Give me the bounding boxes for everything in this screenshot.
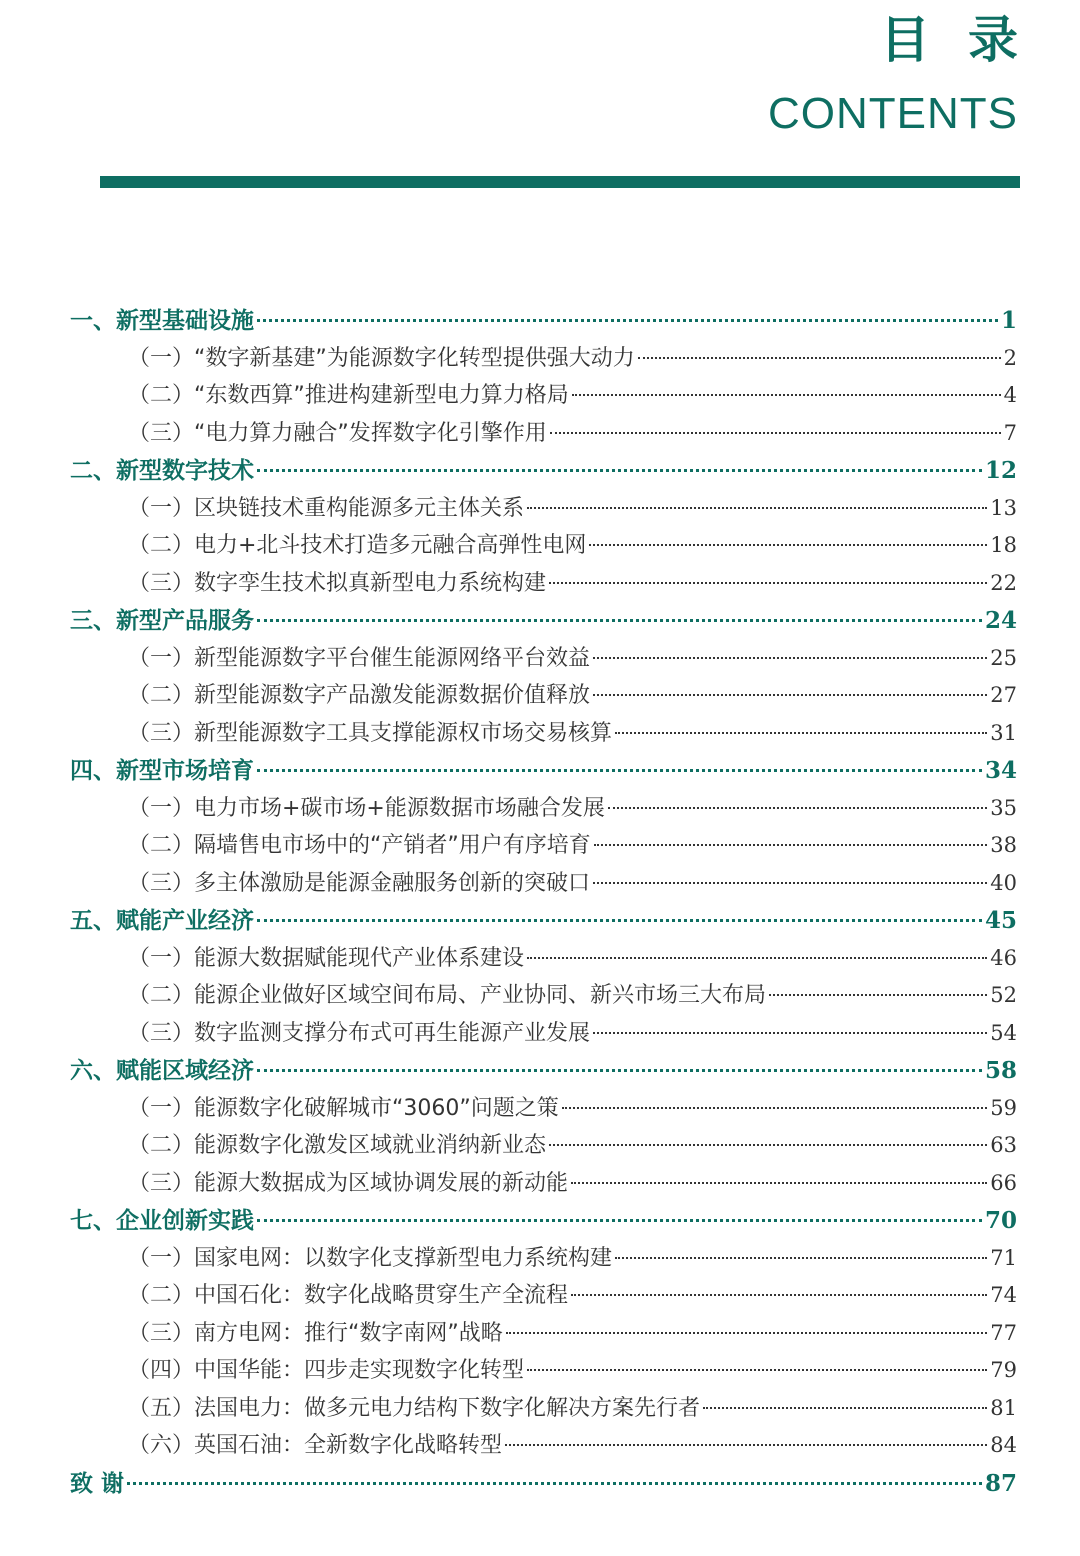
dot-leader bbox=[589, 544, 987, 546]
toc-section-row[interactable] bbox=[70, 1465, 1017, 1503]
toc-page-number: 74 bbox=[990, 1283, 1017, 1307]
dot-leader bbox=[638, 357, 1001, 359]
toc-page-number: 38 bbox=[990, 833, 1017, 857]
toc-entry-label: （一）电力市场+碳市场+能源数据市场融合发展 bbox=[128, 795, 605, 821]
dot-leader bbox=[257, 1069, 982, 1072]
toc-item-row[interactable] bbox=[70, 1127, 1017, 1165]
toc-page-number: 40 bbox=[990, 870, 1017, 895]
toc-page-number: 46 bbox=[990, 945, 1017, 970]
dot-leader bbox=[562, 1107, 987, 1109]
toc-item-row[interactable] bbox=[70, 565, 1017, 603]
toc-item-row[interactable] bbox=[70, 340, 1017, 378]
toc-page-number: 54 bbox=[990, 1020, 1017, 1045]
dot-leader bbox=[594, 844, 987, 846]
toc-page-number: 34 bbox=[984, 757, 1017, 784]
toc-item-row[interactable] bbox=[70, 377, 1017, 415]
toc-page-number: 70 bbox=[984, 1207, 1017, 1234]
dot-leader bbox=[257, 319, 998, 322]
dot-leader bbox=[608, 807, 987, 809]
toc-section-row[interactable] bbox=[70, 302, 1017, 340]
toc-item-row[interactable] bbox=[70, 640, 1017, 678]
toc-page-number: 52 bbox=[990, 983, 1017, 1007]
toc-page-number: 2 bbox=[1003, 345, 1017, 370]
toc-item-row[interactable] bbox=[70, 865, 1017, 903]
toc-entry-label: （一）区块链技术重构能源多元主体关系 bbox=[128, 495, 525, 521]
dot-leader bbox=[257, 1219, 982, 1222]
toc-item-row[interactable] bbox=[70, 490, 1017, 528]
toc-entry-label: 三、新型产品服务 bbox=[70, 608, 254, 634]
dot-leader bbox=[571, 1182, 987, 1184]
toc-page-number: 24 bbox=[984, 607, 1017, 634]
toc-page-number: 81 bbox=[990, 1395, 1017, 1420]
toc-page-number: 25 bbox=[990, 645, 1017, 670]
toc-entry-label: 致 谢 bbox=[70, 1470, 125, 1497]
toc-page-number: 18 bbox=[990, 533, 1017, 557]
page-title-en: CONTENTS bbox=[768, 89, 1018, 138]
toc-entry-label: （三）数字孪生技术拟真新型电力系统构建 bbox=[128, 570, 547, 596]
dot-leader bbox=[257, 919, 982, 922]
toc-entry-label: （一）“数字新基建”为能源数字化转型提供强大动力 bbox=[128, 345, 635, 371]
dot-leader bbox=[593, 882, 987, 884]
toc-item-row[interactable] bbox=[70, 940, 1017, 978]
toc-entry-label: （三）南方电网：推行“数字南网”战略 bbox=[128, 1320, 503, 1346]
header-divider bbox=[100, 176, 1020, 188]
toc-entry-label: 二、新型数字技术 bbox=[70, 458, 254, 484]
toc-page-number: 71 bbox=[990, 1245, 1017, 1270]
dot-leader bbox=[127, 1482, 982, 1485]
toc-entry-label: （二）中国石化：数字化战略贯穿生产全流程 bbox=[128, 1283, 569, 1308]
toc-page-number: 58 bbox=[984, 1057, 1017, 1084]
toc-page-number: 13 bbox=[990, 495, 1017, 520]
dot-leader bbox=[593, 657, 987, 659]
toc-entry-label: （二）能源数字化激发区域就业消纳新业态 bbox=[128, 1133, 547, 1158]
toc-page-number: 12 bbox=[984, 457, 1017, 484]
toc-page-number: 1 bbox=[1000, 307, 1017, 334]
toc-entry-label: （三）能源大数据成为区域协调发展的新动能 bbox=[128, 1170, 569, 1196]
dot-leader bbox=[549, 582, 987, 584]
dot-leader bbox=[615, 1257, 987, 1259]
toc-page-number: 35 bbox=[990, 795, 1017, 820]
dot-leader bbox=[506, 1332, 987, 1334]
toc-item-row[interactable] bbox=[70, 977, 1017, 1015]
toc-section-row[interactable] bbox=[70, 902, 1017, 940]
toc-page-number: 63 bbox=[990, 1133, 1017, 1157]
toc-entry-label: （二）新型能源数字产品激发能源数据价值释放 bbox=[128, 683, 591, 708]
toc-entry-label: （三）“电力算力融合”发挥数字化引擎作用 bbox=[128, 420, 547, 446]
dot-leader bbox=[769, 994, 987, 996]
toc-entry-label: （二）能源企业做好区域空间布局、产业协同、新兴市场三大布局 bbox=[128, 983, 767, 1008]
toc-item-row[interactable] bbox=[70, 1090, 1017, 1128]
toc-page-number: 79 bbox=[990, 1358, 1017, 1382]
page-title-cn: 目录 bbox=[880, 11, 1056, 69]
toc-section-row[interactable] bbox=[70, 1052, 1017, 1090]
toc-page-number: 7 bbox=[1003, 420, 1017, 445]
toc-page-number: 77 bbox=[990, 1320, 1017, 1345]
dot-leader bbox=[550, 432, 1001, 434]
toc-item-row[interactable] bbox=[70, 415, 1017, 453]
toc-item-row[interactable] bbox=[70, 827, 1017, 865]
toc-item-row[interactable] bbox=[70, 527, 1017, 565]
toc-entry-label: （一）能源大数据赋能现代产业体系建设 bbox=[128, 945, 525, 971]
toc-entry-label: 一、新型基础设施 bbox=[70, 308, 254, 334]
dot-leader bbox=[257, 469, 982, 472]
toc-item-row[interactable] bbox=[70, 1427, 1017, 1465]
toc-page-number: 27 bbox=[990, 683, 1017, 707]
toc-page-number: 4 bbox=[1003, 383, 1017, 407]
dot-leader bbox=[505, 1444, 987, 1446]
toc-page-number: 31 bbox=[990, 720, 1017, 745]
toc-item-row[interactable] bbox=[70, 1277, 1017, 1315]
dot-leader bbox=[593, 694, 987, 696]
dot-leader bbox=[703, 1407, 987, 1409]
toc-entry-label: 六、赋能区域经济 bbox=[70, 1058, 254, 1084]
toc-entry-label: （三）多主体激励是能源金融服务创新的突破口 bbox=[128, 870, 591, 896]
toc-entry-label: （二）“东数西算”推进构建新型电力算力格局 bbox=[128, 383, 569, 408]
toc-entry-label: （一）新型能源数字平台催生能源网络平台效益 bbox=[128, 645, 591, 671]
toc-section-row[interactable] bbox=[70, 452, 1017, 490]
dot-leader bbox=[571, 1294, 987, 1296]
toc-item-row[interactable] bbox=[70, 1015, 1017, 1053]
toc-item-row[interactable] bbox=[70, 1352, 1017, 1390]
toc-section-row[interactable] bbox=[70, 752, 1017, 790]
toc-section-row[interactable] bbox=[70, 1202, 1017, 1240]
dot-leader bbox=[549, 1144, 987, 1146]
toc-entry-label: （五）法国电力：做多元电力结构下数字化解决方案先行者 bbox=[128, 1395, 701, 1421]
toc-page-number: 66 bbox=[990, 1170, 1017, 1195]
dot-leader bbox=[257, 769, 982, 772]
dot-leader bbox=[615, 732, 987, 734]
toc-entry-label: （二）隔墙售电市场中的“产销者”用户有序培育 bbox=[128, 833, 591, 858]
dot-leader bbox=[527, 1369, 987, 1371]
dot-leader bbox=[527, 507, 987, 509]
toc-page-number: 59 bbox=[990, 1095, 1017, 1120]
toc-item-row[interactable] bbox=[70, 1240, 1017, 1278]
toc-entry-label: （二）电力+北斗技术打造多元融合高弹性电网 bbox=[128, 533, 587, 558]
toc-item-row[interactable] bbox=[70, 1315, 1017, 1353]
toc-page-number: 45 bbox=[984, 907, 1017, 934]
toc-page-number: 87 bbox=[984, 1469, 1017, 1497]
toc-entry-label: （六）英国石油：全新数字化战略转型 bbox=[128, 1433, 503, 1458]
toc-entry-label: （一）能源数字化破解城市“3060”问题之策 bbox=[128, 1095, 559, 1121]
toc-entry-label: （一）国家电网：以数字化支撑新型电力系统构建 bbox=[128, 1245, 613, 1271]
toc-entry-label: （三）数字监测支撑分布式可再生能源产业发展 bbox=[128, 1020, 591, 1046]
toc-page-number: 22 bbox=[990, 570, 1017, 595]
toc-item-row[interactable] bbox=[70, 677, 1017, 715]
toc-page-number: 84 bbox=[990, 1433, 1017, 1457]
dot-leader bbox=[593, 1032, 987, 1034]
toc-item-row[interactable] bbox=[70, 715, 1017, 753]
toc-item-row[interactable] bbox=[70, 790, 1017, 828]
toc-entry-label: （四）中国华能：四步走实现数字化转型 bbox=[128, 1358, 525, 1383]
toc-item-row[interactable] bbox=[70, 1165, 1017, 1203]
dot-leader bbox=[257, 619, 982, 622]
toc-item-row[interactable] bbox=[70, 1390, 1017, 1428]
toc-entry-label: 四、新型市场培育 bbox=[70, 758, 254, 784]
dot-leader bbox=[527, 957, 987, 959]
dot-leader bbox=[572, 394, 1001, 396]
toc-entry-label: 七、企业创新实践 bbox=[70, 1208, 254, 1234]
toc-entry-label: 五、赋能产业经济 bbox=[70, 908, 254, 934]
toc-entry-label: （三）新型能源数字工具支撑能源权市场交易核算 bbox=[128, 720, 613, 746]
toc-section-row[interactable] bbox=[70, 602, 1017, 640]
table-of-contents bbox=[70, 302, 1017, 1502]
